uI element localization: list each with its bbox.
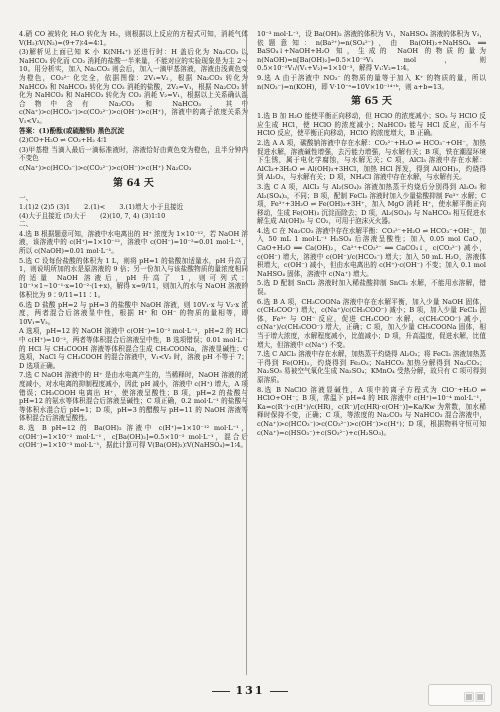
- solution-paragraph: 7.选 C AlCl₃ 溶液中存在水解，加热蒸干灼烧得 Al₂O₃；将 FeCl₃ 溶液加热蒸干得到 Fe(OH)₃，灼烧得到 Fe₂O₃；NaHCO₃ 加热分解得到 Na₂CO₃；Na₂SO₃ 易被空气氧化生成 Na₂SO₄；KMnO₄ 受热分解，故只有 C 项可得到原溶质。: [257, 350, 486, 384]
- column-divider: [246, 30, 247, 675]
- section-64-part2-label: 二、: [19, 220, 33, 229]
- solution-paragraph: A 选项，pH=12 的 NaOH 溶液中 c(OH⁻)=10⁻² mol·L⁻¹，pH=2 的 HCl 中 c(H⁺)=10⁻²，两者等体积混合后溶液呈中性，B 选项错误；0.01 mol·L⁻¹ 的 HCl 与 CH₃COOH 溶液等体积混合生成 CH₃COONa，溶液显碱性；C 选项，NaCl 与 CH₃COOH 的混合溶液中，V₁<V₂ 时，溶液 pH 不等于 7；D 选项正确。: [19, 327, 248, 370]
- watermark-logo: [414, 684, 492, 706]
- section-65-title: 第 65 天: [351, 96, 392, 108]
- left-intro-paragraph: 4.硝 CO 被转化 H₂O 转化为 H₂，则根据以上反应的方程式可知，消耗气体 V(H₂)∶V(N₂)=(9+7)∶4=4∶1。: [19, 30, 248, 47]
- solution-paragraph: 2.选 A A 项，碳酸钠溶液中存在水解：CO₃²⁻+H₂O ⇌ HCO₃⁻+OH⁻，加热促进水解，溶液碱性增强，去污能力增强，与水解有关；B 项，铁在潮湿环境下生锈，属于电化学腐蚀，与水解无关；C 项，AlCl₃ 溶液中存在水解：AlCl₃+3H₂O ⇌ Al(OH)₃+3HCl，加热 HCl 挥发，得到 Al(OH)₃，灼烧得到 Al₂O₃，与水解有关；D 项，NH₄Cl 溶液中存在水解，与水解有关。: [257, 138, 486, 182]
- short-answer: 3.(1)增大 小于且接近: [119, 203, 184, 212]
- solution-paragraph: 5.选 D 配制 SnCl₂ 溶液时加入稀盐酸抑制 SnCl₂ 水解，不能用水溶解，错误。: [257, 279, 486, 297]
- right-column: [257, 30, 486, 438]
- solution-paragraph: 4.选 C 在 Na₂CO₃ 溶液中存在水解平衡：CO₃²⁻+H₂O ⇌ HCO₃⁻+OH⁻，加入 50 mL 1 mol·L⁻¹ H₂SO₄ 后溶液呈酸性；加入 0.05 mol CaO，CaO+H₂O ══ Ca(OH)₂，Ca²⁺+CO₃²⁻ ══ CaCO₃↓，c(CO₃²⁻) 减小，c(OH⁻) 增大，溶液中 c(OH⁻)/c(HCO₃⁻) 增大；加入 50 mL H₂O，溶液体积增大，c(OH⁻) 减小，但由水电离出的 c(H⁺)·c(OH⁻) 不变；加入 0.1 mol NaHSO₄ 固体，溶液中 c(Na⁺) 增大。: [257, 226, 486, 278]
- answer-line: 答案：(1)酚酞(或硫酸钡) 黑色沉淀: [19, 126, 125, 135]
- short-answer: 2.(1)<: [84, 203, 106, 212]
- answer-line: (2)CO+H₂O ⇌ CO₂+H₂ 4∶1: [19, 136, 108, 145]
- short-answer: (2)(10, 7, 4) (3)1∶10: [99, 211, 166, 220]
- section-64-part1-answers: [19, 203, 248, 220]
- solution-paragraph: 8.选 B pH=12 的 Ba(OH)₂ 溶液中 c(H⁺)=1×10⁻¹² mol·L⁻¹，c(OH⁻)=1×10⁻² mol·L⁻¹，c[Ba(OH)₂]=0.5×10⁻² mol·L⁻¹，混合后 c(OH⁻)=1×10⁻³ mol·L⁻¹，据此计算可得 V(Ba(OH)₂)∶V(NaHSO₄)=1∶4。: [19, 423, 248, 450]
- right-intro-paragraph: 10⁻³ mol·L⁻¹，设 Ba(OH)₂ 溶液的体积为 V₁，NaHSO₄ 溶液的体积为 V₂，依题意知：n(Ba²⁺)=n(SO₄²⁻)，由 Ba(OH)₂+NaHSO₄ ══ BaSO₄↓+NaOH+H₂O 知，生成的 NaOH 的物质的量为 n(NaOH)=n[Ba(OH)₂]=0.5×10⁻²V₁ mol，则 0.5×10⁻²V₁/(V₁+V₂)=1×10⁻³，解得 V₁∶V₂=1∶4。: [257, 30, 486, 73]
- page-number-dash-right: [270, 691, 288, 692]
- answer-line: c(Na⁺)>c(HCO₃⁻)>c(CO₃²⁻)>c(OH⁻)>c(H⁺) Na₂CO₃: [19, 163, 192, 172]
- solution-paragraph: 4.选 B 根据题意可知，溶液中水电离出的 H⁺ 浓度为 1×10⁻¹²，若 NaOH 溶液，该溶液中的 c(H⁺)=1×10⁻¹²，溶液中 c(OH⁻)=10⁻²=0.01 mol·L⁻¹，所以 c(NaOH)=0.01 mol·L⁻¹。: [19, 229, 248, 256]
- short-answer: 1.(1)2 (2)5 (3)1: [19, 203, 71, 212]
- section-64-part1-label: 一、: [19, 193, 33, 202]
- right-intro-paragraph: 9.选 A 由于溶液中 NO₃⁻ 的物质的量等于加入 K⁺ 的物质的量，所以 n(NO₃⁻)=n(KOH)，即 V·10⁻ᵃ=10V×10⁻¹⁴⁺ᵇ，则 a+b=13。: [257, 73, 486, 91]
- solution-paragraph: 5.选 C 设每份盐酸的体积为 1 L，则将 pH=1 的盐酸加适量水，pH 升高了 1，则说明所加的水是原溶液的 9 倍；另一份加入与该盐酸物质的量浓度相同的适量 NaOH 溶液后，pH 升高了 1，则可列式：10⁻¹×1−10⁻¹·x=10⁻²·(1+x)，解得 x=9/11，则加入的水与 NaOH 溶液的体积比为 9∶9/11=11∶1。: [19, 256, 248, 300]
- watermark-glyph: ▣▣: [463, 689, 486, 703]
- solution-paragraph: 3.选 C A 项，AlCl₃ 与 Al₂(SO₄)₃ 溶液加热蒸干灼烧后分别得到 Al₂O₃ 和 Al₂(SO₄)₃，不同；B 项，配制 FeCl₃ 溶液时加入少量盐酸抑制 Fe³⁺ 水解；C 项，Fe³⁺+3H₂O ⇌ Fe(OH)₃+3H⁺，加入 MgO 消耗 H⁺，使水解平衡正向移动，生成 Fe(OH)₃ 沉淀而除去；D 项，Al₂(SO₄)₃ 与 NaHCO₃ 相互促进水解生成 Al(OH)₃ 与 CO₂，可用于泡沫灭火器。: [257, 182, 486, 226]
- section-64-title: 第 64 天: [113, 177, 154, 189]
- short-answer: (4)大于且接近 (5)大于: [19, 211, 86, 220]
- solution-paragraph: 1.选 B 加 H₂O 能使平衡正向移动，但 HClO 的浓度减小；SO₂ 与 HClO 反应生成 HCl，使 HClO 的浓度减小；NaHCO₃ 能与 HCl 反应，而不与 HClO 反应，使平衡正向移动，HClO 的浓度增大，B 正确。: [257, 112, 486, 138]
- answer-line: (3)甲基橙 当滴入最后一滴标准液时，溶液恰好由黄色变为橙色，且半分钟内不变色: [19, 145, 248, 163]
- solution-paragraph: 6.选 B A 项，CH₃COONa 溶液中存在水解平衡，加入少量 NaOH 固体，c(CH₃COO⁻) 增大，c(Na⁺)/c(CH₃COO⁻) 减小；B 项，加入少量 FeCl₃ 固体，Fe³⁺ 与 OH⁻ 反应，促进 CH₃COO⁻ 水解，c(CH₃COO⁻) 减小，c(Na⁺)/c(CH₃COO⁻) 增大，正确；C 项，加入少量 CH₃COONa 固体，相当于增大浓度，水解程度减小，比值减小；D 项，升高温度，促进水解，比值增大，但溶液中 c(Na⁺) 不变。: [257, 297, 486, 349]
- left-column: [19, 30, 248, 451]
- page-number-dash-left: [212, 691, 230, 692]
- solution-paragraph: 6.选 D 盐酸 pH=2 与 pH=3 的盐酸中 NaOH 溶液，则 10V₁·x 与 V₂·x 浓度，两者混合后溶液显中性，根据 H⁺ 和 OH⁻ 的物质的量相等，即 10V₁=V₂。: [19, 300, 248, 326]
- left-intro-paragraph: (3)解析见上面已知 K 小 K(NH₄⁺) 还进行时：H 盖后化为 Na₂CO₃ 以 NaHCO₃ 转化而 CO₂ 消耗的盐酸一半来量，不能对应的实验现象是为主 2～10。用分析实，加入 Na₂CO₃ 则会后，加入一滴甲基溶液，溶液由浅黄色变为橙色，CO₃²⁻ 化完全，依据图像：2V₁=V₂，根据 Na₂CO₃ 转化为 NaHCO₃ 和 NaHCO₃ 转化为 CO₂ 消耗的盐酸，2V₂=V₁，根据 Na₂CO₃ 转化为 NaHCO₃ 和 NaHCO₃ 转化为 CO₂ 消耗 V₂=V₁，根据以上关系确认混合物中含有 Na₂CO₃ 和 NaHCO₃，其中 c(Na⁺)>c(HCO₃⁻)>c(CO₃²⁻)>c(OH⁻)>c(H⁺)，溶液中的离子浓度关系为 V₁<V₂。: [19, 48, 248, 125]
- page-number-text: 131: [235, 684, 265, 697]
- solution-paragraph: 8.选 B NaClO 溶液显碱性，A 项中的离子方程式为 ClO⁻+H₂O ⇌ HClO+OH⁻；B 项，常温下 pH=4 的 HR 溶液中 c(H⁺)=10⁻⁴ mol·L⁻¹，Ka=c(R⁻)·c(H⁺)/c(HR)，c(R⁻)/[c(HR)·c(OH⁻)]=Ka/Kw 为常数，加水稀释时保持不变，正确；C 项，等浓度的 Na₂CO₃ 与 NaHCO₃ 混合溶液中，c(Na⁺)>c(HCO₃⁻)>c(CO₃²⁻)>c(OH⁻)>c(H⁺)；D 项，根据物料守恒可知 c(Na⁺)=c(HSO₃⁻)+c(SO₃²⁻)+c(H₂SO₃)。: [257, 385, 486, 437]
- solution-paragraph: 7.选 C NaOH 溶液中的 H⁺ 是由水电离产生的，当稀释时，NaOH 溶液的浓度减小，对水电离的抑制程度减小，因此 pH 减小，溶液中 c(H⁺) 增大，A 项错误；CH₃COOH 电离出 H⁺，使溶液呈酸性；B 项，pH=2 的盐酸与 pH=12 的氨水等体积混合后溶液呈碱性；C 项正确，0.2 mol·L⁻¹ 的盐酸与等体积水混合后 pH=1；D 项，pH=3 的醋酸与 pH=11 的 NaOH 溶液等体积混合后溶液呈酸性。: [19, 371, 248, 423]
